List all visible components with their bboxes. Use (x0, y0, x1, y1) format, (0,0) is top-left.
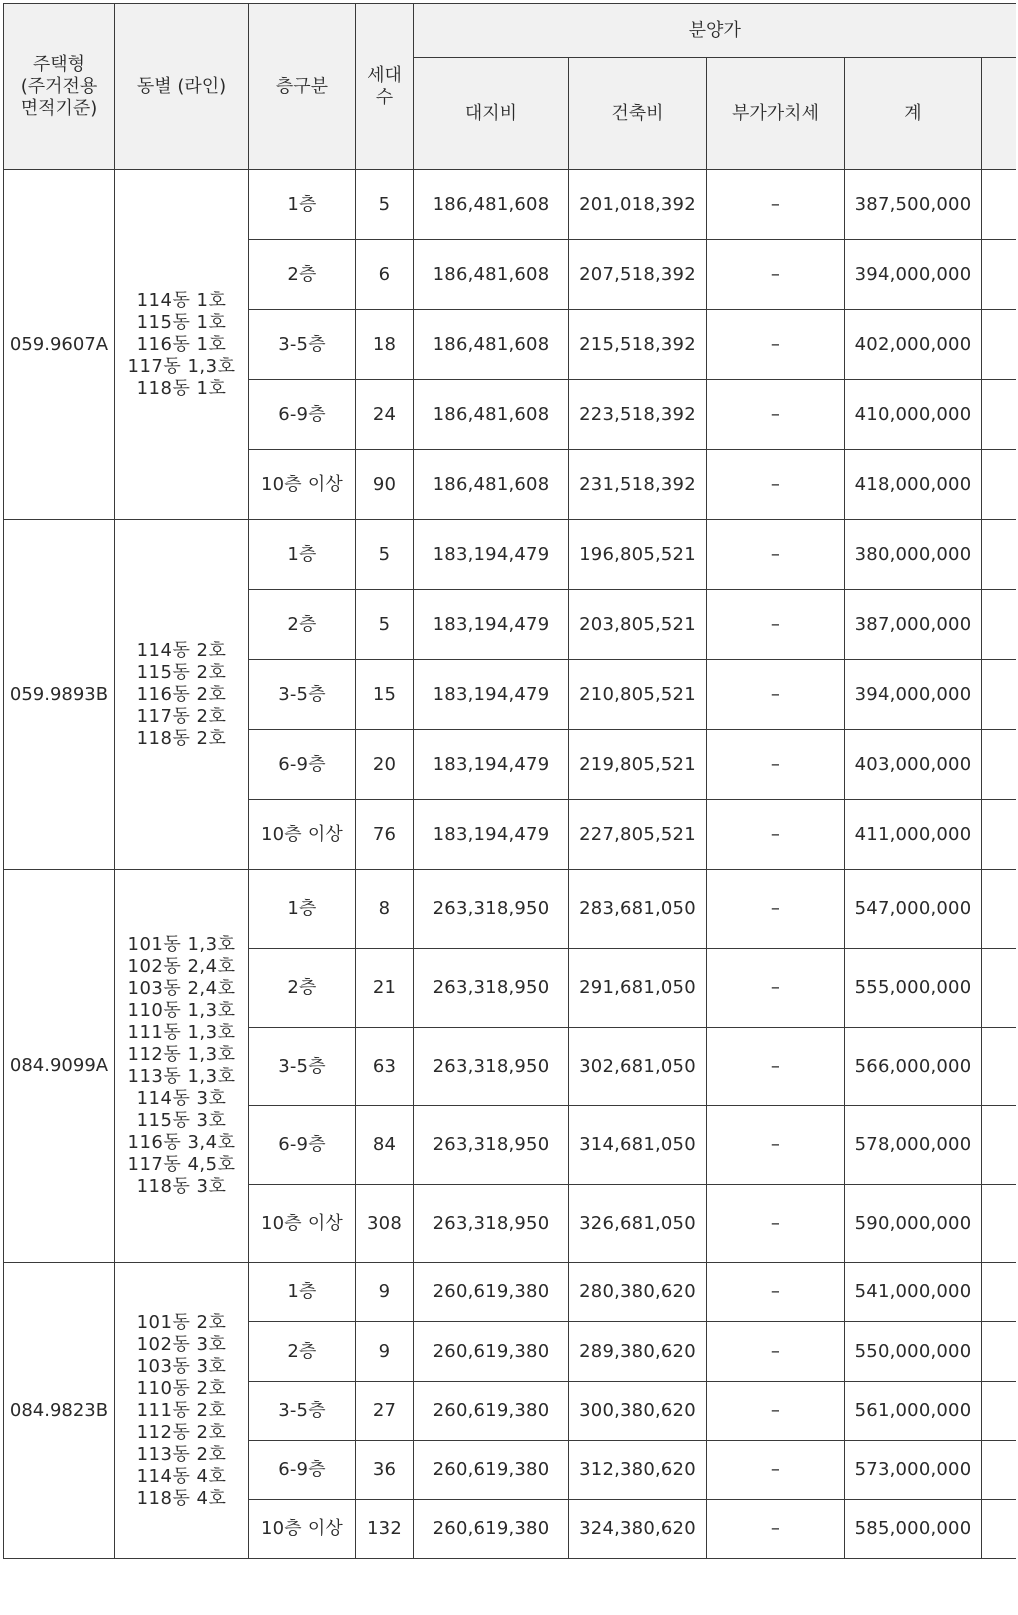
header-units (356, 4, 414, 170)
edge-cell (982, 1106, 1016, 1185)
land-cost-cell: 263,318,950 (414, 1185, 569, 1263)
dong-line: 111동 2호 (136, 1399, 227, 1421)
total-price-cell: 555,000,000 (845, 949, 982, 1028)
unit-type-cell: 059.9893B (4, 520, 115, 870)
build-cost-cell: 324,380,620 (569, 1500, 707, 1559)
land-cost-cell: 260,619,380 (414, 1441, 569, 1500)
land-cost-cell: 263,318,950 (414, 870, 569, 949)
vat-cell: – (707, 1322, 845, 1382)
total-price-cell: 403,000,000 (845, 730, 982, 800)
edge-cell (982, 310, 1016, 380)
header-type-line: 면적기준) (20, 97, 98, 119)
header-edge (982, 58, 1016, 170)
build-cost-cell: 280,380,620 (569, 1263, 707, 1322)
header-type-line: (주거전용 (20, 75, 98, 97)
units-cell: 24 (356, 380, 414, 450)
vat-cell: – (707, 1500, 845, 1559)
units-cell: 5 (356, 170, 414, 240)
dong-line: 111동 1,3호 (127, 1022, 236, 1043)
vat-cell: – (707, 380, 845, 450)
dong-line: 116동 3,4호 (127, 1132, 236, 1153)
table-row (4, 1263, 1016, 1322)
edge-cell (982, 170, 1016, 240)
edge-cell (982, 1500, 1016, 1559)
dong-line: 112동 1,3호 (127, 1044, 236, 1065)
units-cell: 18 (356, 310, 414, 380)
vat-cell: – (707, 590, 845, 660)
dong-line: 114동 4호 (136, 1465, 227, 1487)
dong-line: 110동 1,3호 (127, 1000, 236, 1021)
dong-line: 103동 3호 (136, 1355, 227, 1377)
price-table (3, 3, 1016, 1559)
total-price-cell: 590,000,000 (845, 1185, 982, 1263)
dong-line: 114동 2호 (136, 639, 227, 661)
edge-cell (982, 730, 1016, 800)
land-cost-cell: 260,619,380 (414, 1322, 569, 1382)
floor-cell: 2층 (249, 240, 356, 310)
edge-cell (982, 590, 1016, 660)
header-units-line: 세대 (367, 64, 402, 86)
units-cell: 8 (356, 870, 414, 949)
units-cell: 9 (356, 1263, 414, 1322)
total-price-cell: 380,000,000 (845, 520, 982, 590)
floor-cell: 3-5층 (249, 1028, 356, 1106)
floor-cell: 6-9층 (249, 380, 356, 450)
land-cost-cell: 186,481,608 (414, 170, 569, 240)
land-cost-cell: 260,619,380 (414, 1263, 569, 1322)
units-cell: 5 (356, 590, 414, 660)
vat-cell: – (707, 1263, 845, 1322)
dong-line: 115동 1호 (136, 311, 227, 333)
dong-line: 112동 2호 (136, 1421, 227, 1443)
units-cell: 20 (356, 730, 414, 800)
total-price-cell: 387,500,000 (845, 170, 982, 240)
floor-cell: 6-9층 (249, 1106, 356, 1185)
land-cost-cell: 183,194,479 (414, 590, 569, 660)
units-cell: 84 (356, 1106, 414, 1185)
vat-cell: – (707, 660, 845, 730)
dong-line: 118동 3호 (136, 1176, 227, 1197)
total-price-cell: 541,000,000 (845, 1263, 982, 1322)
floor-cell: 3-5층 (249, 660, 356, 730)
floor-cell: 1층 (249, 1263, 356, 1322)
total-price-cell: 550,000,000 (845, 1322, 982, 1382)
floor-cell: 10층 이상 (249, 800, 356, 870)
build-cost-cell: 302,681,050 (569, 1028, 707, 1106)
vat-cell: – (707, 870, 845, 949)
vat-cell: – (707, 1441, 845, 1500)
units-cell: 76 (356, 800, 414, 870)
build-cost-cell: 210,805,521 (569, 660, 707, 730)
dong-line: 117동 1,3호 (127, 355, 236, 377)
header-vat: 부가가치세 (707, 58, 845, 170)
dong-line: 117동 4,5호 (127, 1154, 236, 1175)
total-price-cell: 561,000,000 (845, 1382, 982, 1441)
table-row (4, 170, 1016, 240)
build-cost-cell: 215,518,392 (569, 310, 707, 380)
vat-cell: – (707, 450, 845, 520)
floor-cell: 10층 이상 (249, 1185, 356, 1263)
total-price-cell: 418,000,000 (845, 450, 982, 520)
dong-line: 110동 2호 (136, 1377, 227, 1399)
land-cost-cell: 183,194,479 (414, 730, 569, 800)
dong-line: 116동 1호 (136, 333, 227, 355)
units-cell: 27 (356, 1382, 414, 1441)
vat-cell: – (707, 1185, 845, 1263)
edge-cell (982, 949, 1016, 1028)
dong-line: 113동 1,3호 (127, 1066, 236, 1087)
edge-cell (982, 1382, 1016, 1441)
header-units-line: 수 (375, 86, 394, 108)
edge-cell (982, 1322, 1016, 1382)
units-cell: 5 (356, 520, 414, 590)
floor-cell: 3-5층 (249, 1382, 356, 1441)
header-floor: 층구분 (249, 4, 356, 170)
header-row-1 (4, 4, 1016, 58)
dong-line: 102동 2,4호 (127, 956, 236, 977)
build-cost-cell: 312,380,620 (569, 1441, 707, 1500)
vat-cell: – (707, 949, 845, 1028)
table-row (4, 520, 1016, 590)
land-cost-cell: 263,318,950 (414, 1028, 569, 1106)
unit-type-cell: 084.9099A (4, 870, 115, 1263)
total-price-cell: 410,000,000 (845, 380, 982, 450)
land-cost-cell: 186,481,608 (414, 240, 569, 310)
total-price-cell: 547,000,000 (845, 870, 982, 949)
header-type-line: 주택형 (32, 53, 86, 75)
total-price-cell: 578,000,000 (845, 1106, 982, 1185)
total-price-cell: 411,000,000 (845, 800, 982, 870)
build-cost-cell: 227,805,521 (569, 800, 707, 870)
total-price-cell: 566,000,000 (845, 1028, 982, 1106)
build-cost-cell: 207,518,392 (569, 240, 707, 310)
units-cell: 90 (356, 450, 414, 520)
build-cost-cell: 203,805,521 (569, 590, 707, 660)
edge-cell (982, 240, 1016, 310)
vat-cell: – (707, 1106, 845, 1185)
land-cost-cell: 183,194,479 (414, 520, 569, 590)
table-row (4, 870, 1016, 949)
vat-cell: – (707, 520, 845, 590)
vat-cell: – (707, 170, 845, 240)
build-cost-cell: 223,518,392 (569, 380, 707, 450)
dong-line: 118동 1호 (136, 377, 227, 399)
total-price-cell: 402,000,000 (845, 310, 982, 380)
dong-line: 118동 4호 (136, 1487, 227, 1509)
dong-line: 113동 2호 (136, 1443, 227, 1465)
dong-line: 116동 2호 (136, 683, 227, 705)
header-dong: 동별 (라인) (115, 4, 249, 170)
total-price-cell: 573,000,000 (845, 1441, 982, 1500)
unit-type-cell: 084.9823B (4, 1263, 115, 1559)
floor-cell: 10층 이상 (249, 1500, 356, 1559)
land-cost-cell: 263,318,950 (414, 949, 569, 1028)
units-cell: 308 (356, 1185, 414, 1263)
floor-cell: 10층 이상 (249, 450, 356, 520)
dong-line: 102동 3호 (136, 1333, 227, 1355)
land-cost-cell: 263,318,950 (414, 1106, 569, 1185)
dong-list-cell (115, 170, 249, 520)
table-body (4, 170, 1016, 1559)
unit-type-cell: 059.9607A (4, 170, 115, 520)
floor-cell: 6-9층 (249, 1441, 356, 1500)
vat-cell: – (707, 240, 845, 310)
land-cost-cell: 183,194,479 (414, 660, 569, 730)
floor-cell: 1층 (249, 870, 356, 949)
edge-cell (982, 1263, 1016, 1322)
edge-cell (982, 870, 1016, 949)
edge-cell (982, 660, 1016, 730)
units-cell: 36 (356, 1441, 414, 1500)
build-cost-cell: 300,380,620 (569, 1382, 707, 1441)
floor-cell: 3-5층 (249, 310, 356, 380)
units-cell: 15 (356, 660, 414, 730)
dong-line: 103동 2,4호 (127, 978, 236, 999)
build-cost-cell: 201,018,392 (569, 170, 707, 240)
units-cell: 63 (356, 1028, 414, 1106)
units-cell: 9 (356, 1322, 414, 1382)
edge-cell (982, 800, 1016, 870)
dong-line: 117동 2호 (136, 705, 227, 727)
dong-list-cell (115, 520, 249, 870)
header-price-group: 분양가 (414, 4, 1016, 58)
dong-list-cell (115, 1263, 249, 1559)
build-cost-cell: 219,805,521 (569, 730, 707, 800)
dong-line: 101동 2호 (136, 1311, 227, 1333)
build-cost-cell: 326,681,050 (569, 1185, 707, 1263)
vat-cell: – (707, 800, 845, 870)
dong-list-cell (115, 870, 249, 1263)
floor-cell: 2층 (249, 949, 356, 1028)
dong-line: 114동 3호 (136, 1088, 227, 1109)
total-price-cell: 585,000,000 (845, 1500, 982, 1559)
build-cost-cell: 196,805,521 (569, 520, 707, 590)
build-cost-cell: 231,518,392 (569, 450, 707, 520)
vat-cell: – (707, 1028, 845, 1106)
land-cost-cell: 183,194,479 (414, 800, 569, 870)
header-land: 대지비 (414, 58, 569, 170)
build-cost-cell: 291,681,050 (569, 949, 707, 1028)
units-cell: 132 (356, 1500, 414, 1559)
edge-cell (982, 520, 1016, 590)
units-cell: 21 (356, 949, 414, 1028)
land-cost-cell: 186,481,608 (414, 450, 569, 520)
build-cost-cell: 283,681,050 (569, 870, 707, 949)
dong-line: 101동 1,3호 (127, 934, 236, 955)
land-cost-cell: 260,619,380 (414, 1382, 569, 1441)
total-price-cell: 394,000,000 (845, 660, 982, 730)
floor-cell: 6-9층 (249, 730, 356, 800)
total-price-cell: 394,000,000 (845, 240, 982, 310)
land-cost-cell: 186,481,608 (414, 380, 569, 450)
floor-cell: 1층 (249, 520, 356, 590)
land-cost-cell: 260,619,380 (414, 1500, 569, 1559)
vat-cell: – (707, 1382, 845, 1441)
header-build: 건축비 (569, 58, 707, 170)
build-cost-cell: 289,380,620 (569, 1322, 707, 1382)
vat-cell: – (707, 730, 845, 800)
floor-cell: 1층 (249, 170, 356, 240)
units-cell: 6 (356, 240, 414, 310)
edge-cell (982, 1185, 1016, 1263)
edge-cell (982, 1441, 1016, 1500)
dong-line: 115동 3호 (136, 1110, 227, 1131)
land-cost-cell: 186,481,608 (414, 310, 569, 380)
build-cost-cell: 314,681,050 (569, 1106, 707, 1185)
dong-line: 115동 2호 (136, 661, 227, 683)
header-type (4, 4, 115, 170)
edge-cell (982, 380, 1016, 450)
edge-cell (982, 1028, 1016, 1106)
edge-cell (982, 450, 1016, 520)
floor-cell: 2층 (249, 1322, 356, 1382)
dong-line: 114동 1호 (136, 289, 227, 311)
total-price-cell: 387,000,000 (845, 590, 982, 660)
vat-cell: – (707, 310, 845, 380)
header-total: 계 (845, 58, 982, 170)
dong-line: 118동 2호 (136, 727, 227, 749)
floor-cell: 2층 (249, 590, 356, 660)
